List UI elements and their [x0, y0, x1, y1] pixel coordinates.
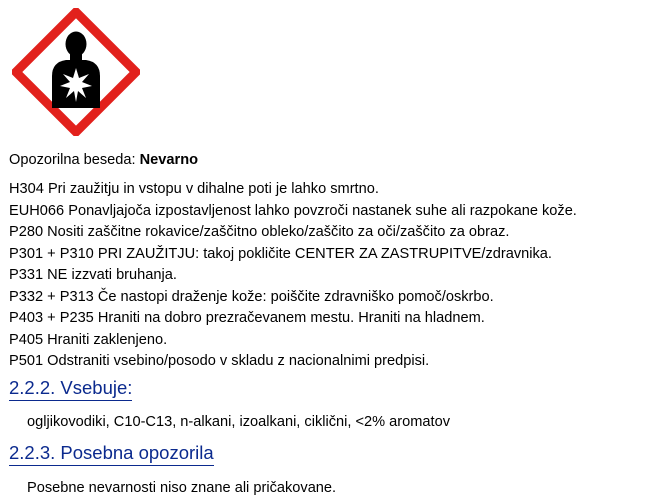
statement-line: P331 NE izzvati bruhanja.	[9, 267, 177, 283]
statement-line: P405 Hraniti zaklenjeno.	[9, 331, 168, 348]
statement-line: P501 Odstraniti vsebino/posodo v skladu z nacionalnimi predpisi.	[9, 353, 430, 369]
signal-word-value: Nevarno	[139, 152, 199, 168]
signal-word	[9, 151, 198, 169]
statement-line: P403 + P235 Hraniti na dobro prezračevanem mestu. Hraniti na hladnem.	[9, 310, 485, 326]
section-text-contains: ogljikovodiki, C10-C13, n-alkani, izoalkani, ciklični, <2% aromatov	[27, 414, 451, 430]
hazard-statements-list	[9, 179, 577, 373]
statement-line: P280 Nositi zaščitne rokavice/zaščitno obleko/zaščito za oči/zaščito za obraz.	[9, 224, 510, 240]
health-hazard-icon	[12, 8, 140, 136]
section-heading-contains: 2.2.2. Vsebuje:	[9, 377, 132, 401]
statement-line: P301 + P310 PRI ZAUŽITJU: takoj pokličite CENTER ZA ZASTRUPITVE/zdravnika.	[9, 245, 552, 262]
statement-line: P332 + P313 Če nastopi draženje kože: poiščite zdravniško pomoč/oskrbo.	[9, 288, 494, 305]
section-heading-warnings: 2.2.3. Posebna opozorila	[9, 442, 214, 466]
section-text-warnings: Posebne nevarnosti niso znane ali pričakovane.	[27, 480, 337, 496]
statement-line: EUH066 Ponavljajoča izpostavljenost lahko povzroči nastanek suhe ali razpokane kože.	[9, 202, 577, 219]
signal-word-label: Opozorilna beseda:	[9, 152, 140, 168]
statement-line: H304 Pri zaužitju in vstopu v dihalne poti je lahko smrtno.	[9, 181, 379, 197]
